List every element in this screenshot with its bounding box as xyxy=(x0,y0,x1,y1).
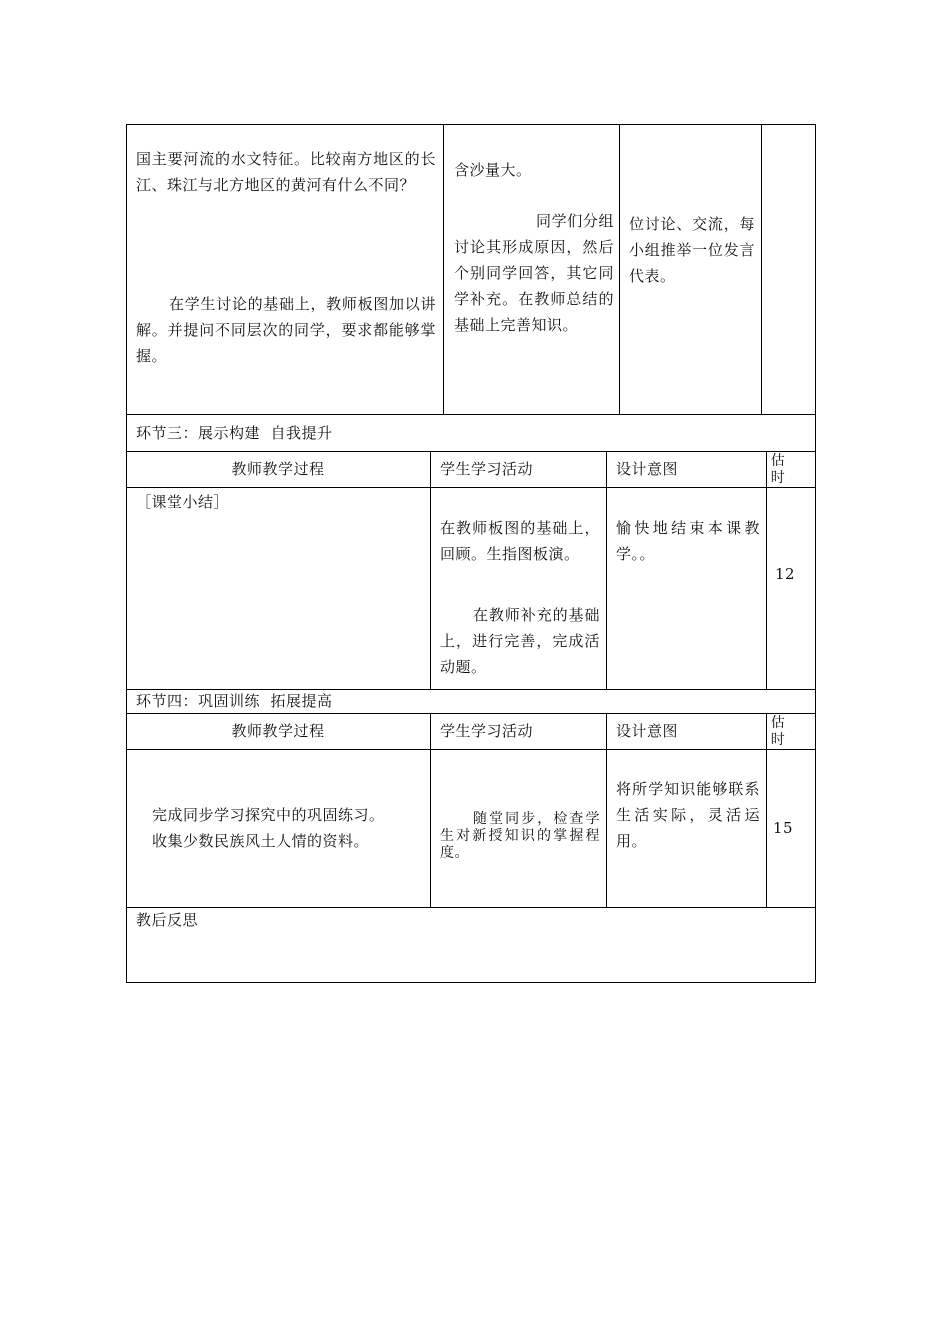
divider xyxy=(430,713,431,908)
student-activity-p2: 在教师补充的基础上，进行完善，完成活动题。 xyxy=(440,606,600,676)
divider xyxy=(430,451,431,690)
header-teacher-process: 教师教学过程 xyxy=(231,722,325,740)
design-intent-text: 将所学知识能够联系生活实际，灵活运用。 xyxy=(616,780,760,850)
time-value: 12 xyxy=(775,565,796,583)
header-teacher-process: 教师教学过程 xyxy=(231,460,325,478)
student-activity-text: 随堂同步，检查学生对新授知识的掌握程度。 xyxy=(440,811,600,861)
divider xyxy=(761,124,762,415)
divider xyxy=(606,451,607,690)
section3-title: 环节三：展示构建 自我提升 xyxy=(136,424,333,442)
divider xyxy=(443,124,444,415)
time-value: 15 xyxy=(773,819,794,837)
header-time: 估时 xyxy=(770,453,786,486)
teacher-task-2: 收集少数民族风土人情的资料。 xyxy=(152,832,370,850)
divider xyxy=(766,451,767,690)
header-time: 估时 xyxy=(770,715,786,748)
divider xyxy=(126,487,816,488)
divider xyxy=(126,749,816,750)
header-student-activity: 学生学习活动 xyxy=(440,460,534,478)
student-activity-p1: 在教师板图的基础上，回顾。生指图板演。 xyxy=(440,519,600,563)
header-student-activity: 学生学习活动 xyxy=(440,722,534,740)
divider xyxy=(606,713,607,908)
teacher-task-1: 完成同步学习探究中的巩固练习。 xyxy=(152,806,385,824)
section4-title: 环节四：巩固训练 拓展提高 xyxy=(136,692,333,710)
reflection-title: 教后反思 xyxy=(136,911,199,929)
header-design-intent: 设计意图 xyxy=(616,722,679,740)
student-activity-top: 含沙量大。 xyxy=(454,161,532,179)
student-activity-text: 同学们分组讨论其形成原因，然后个别同学回答，其它同学补充。在教师总结的基础上完善知识。 xyxy=(454,212,614,334)
design-intent-text: 愉快地结束本课教学。。 xyxy=(616,519,760,563)
divider xyxy=(619,124,620,415)
header-design-intent: 设计意图 xyxy=(616,460,679,478)
teacher-process-text: 在学生讨论的基础上，教师板图加以讲解。并提问不同层次的同学，要求都能够掌握。 xyxy=(136,295,436,365)
lesson-summary-label: ［课堂小结］ xyxy=(136,493,230,511)
teacher-question-text: 国主要河流的水文特征。比较南方地区的长江、珠江与北方地区的黄河有什么不同？ xyxy=(136,150,436,194)
design-intent-text: 位讨论、交流，每小组推举一位发言代表。 xyxy=(629,215,755,285)
divider xyxy=(766,713,767,908)
